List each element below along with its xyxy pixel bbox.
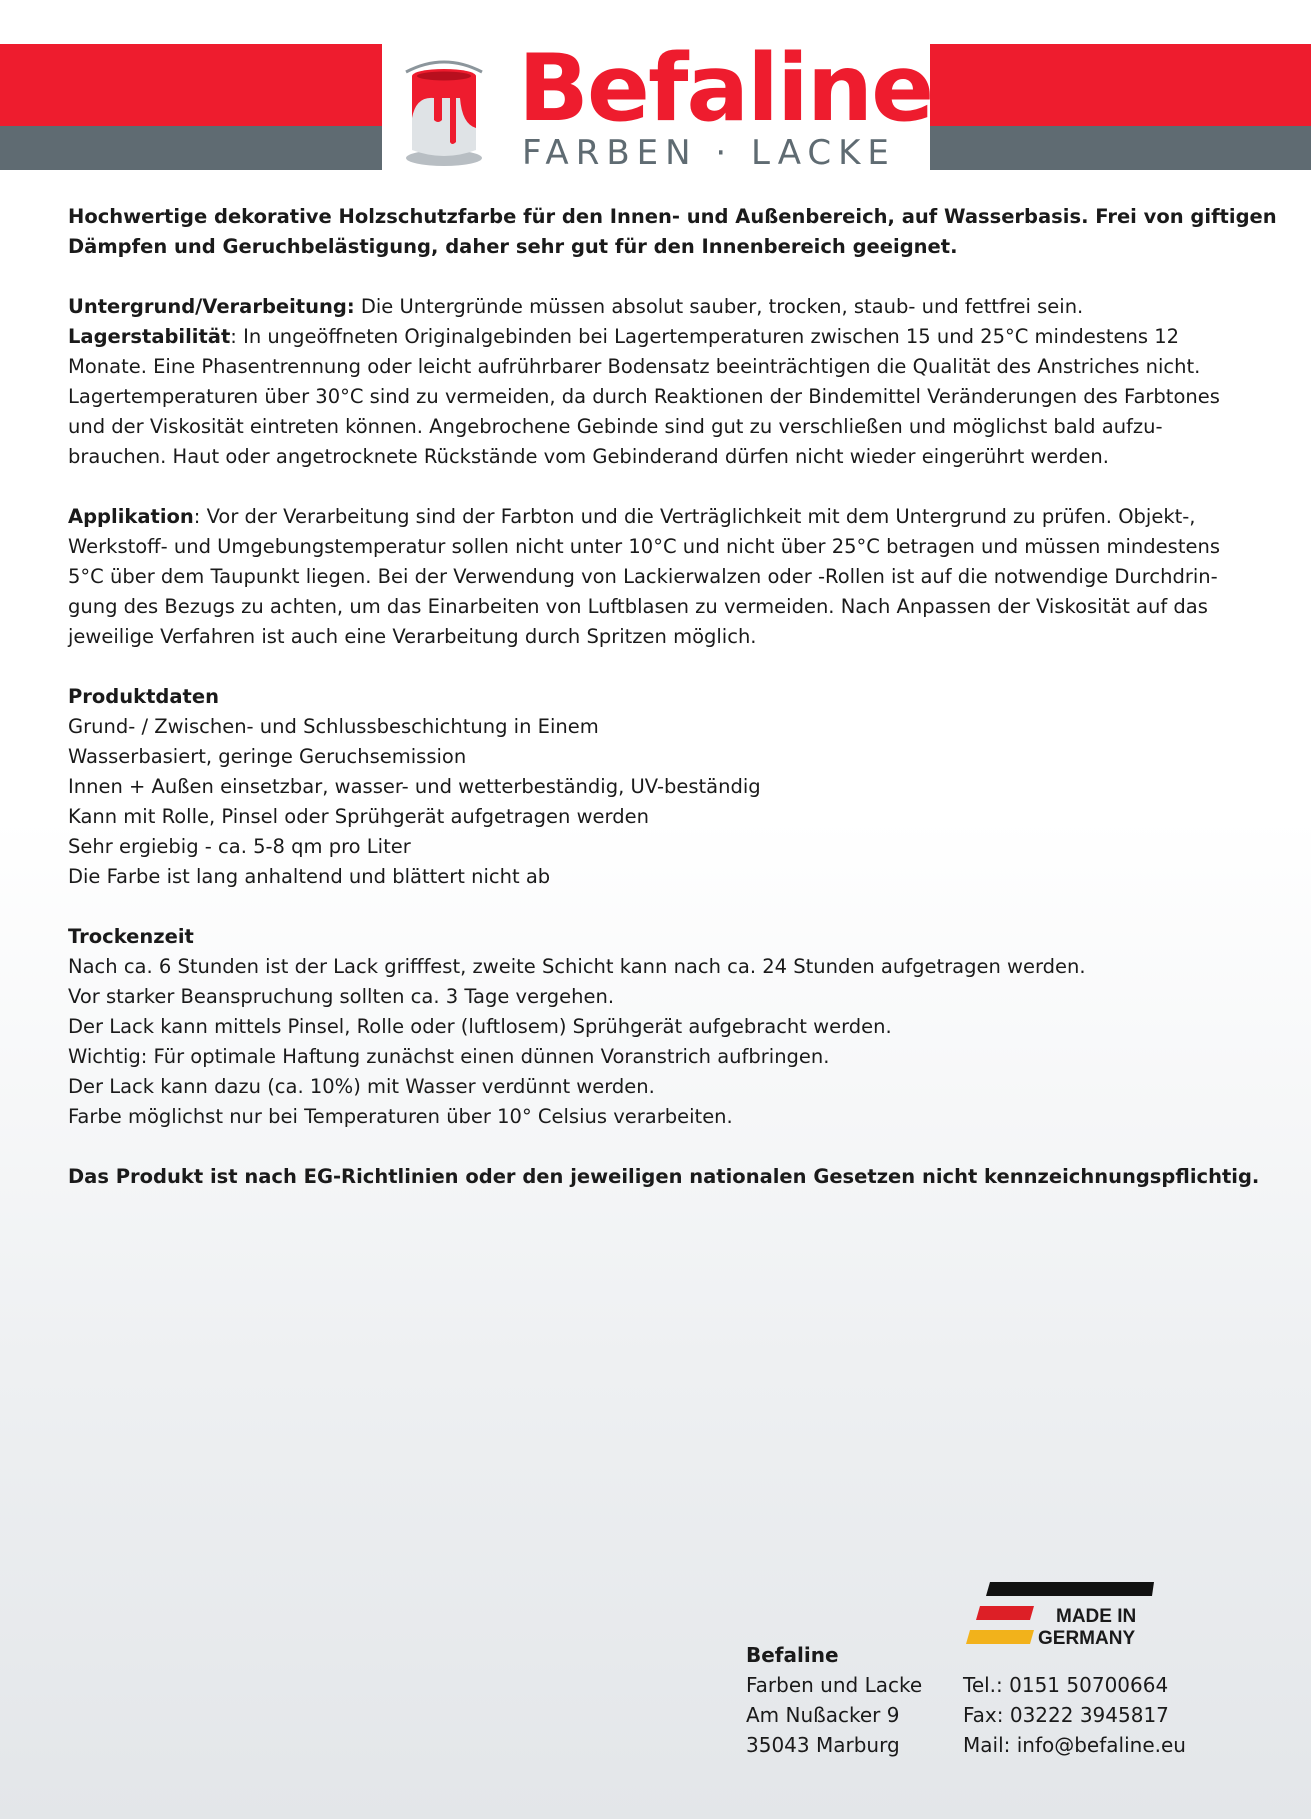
produktdaten-item: Grund- / Zwischen- und Schlussbeschichtung in Einem (68, 715, 599, 738)
intro-line: Hochwertige dekorative Holzschutzfarbe für den Innen- und Außenbereich, auf Wasserbasis. Frei von giftigen (68, 205, 1277, 228)
brand-name: Befaline (518, 34, 933, 142)
header-band-grey-left (0, 126, 382, 170)
paint-bucket-icon (404, 58, 484, 170)
applikation-line: 5°C über dem Taupunkt liegen. Bei der Verwendung von Lackierwalzen oder -Rollen ist auf die notwendige Durchdrin- (68, 565, 1218, 588)
header-band-red-left (0, 44, 382, 126)
trockenzeit-item: Wichtig: Für optimale Haftung zunächst einen dünnen Voranstrich aufbringen. (68, 1045, 830, 1068)
applikation-section (68, 502, 1268, 652)
header-band-grey-right (930, 126, 1311, 170)
applikation-line: Werkstoff- und Umgebungstemperatur sollen nicht unter 10°C und nicht über 25°C betragen und müssen mindestens (68, 535, 1220, 558)
untergrund-text: Die Untergründe müssen absolut sauber, trocken, staub- und fettfrei sein. (354, 295, 1084, 318)
trockenzeit-item: Farbe möglichst nur bei Temperaturen über 10° Celsius verarbeiten. (68, 1105, 733, 1128)
address-line: Am Nußacker 9 (746, 1703, 900, 1727)
lager-text: : In ungeöffneten Originalgebinden bei Lagertemperaturen zwischen 15 und 25°C mindestens 12 (230, 325, 1180, 348)
made-in-line: MADE IN (1056, 1606, 1137, 1627)
produktdaten-section (68, 682, 1268, 892)
lager-line: Lagertemperaturen über 30°C sind zu vermeiden, da durch Reaktionen der Bindemittel Veränderungen des Farbtones (68, 385, 1220, 408)
trockenzeit-item: Nach ca. 6 Stunden ist der Lack grifffest, zweite Schicht kann nach ca. 24 Stunden aufgetragen werden. (68, 955, 1086, 978)
applikation-line: jeweilige Verfahren ist auch eine Verarbeitung durch Spritzen möglich. (68, 625, 757, 648)
lager-label: Lagerstabilität (68, 325, 231, 348)
produktdaten-item: Innen + Außen einsetzbar, wasser- und wetterbeständig, UV-beständig (68, 775, 761, 798)
intro-line: Dämpfen und Geruchbelästigung, daher sehr gut für den Innenbereich geeignet. (68, 235, 958, 258)
brand-subtitle: FARBEN · LACKE (522, 133, 896, 173)
company-address (746, 1640, 922, 1760)
contact-mail: Mail: info@befaline.eu (963, 1733, 1186, 1757)
produktdaten-item: Kann mit Rolle, Pinsel oder Sprühgerät aufgetragen werden (68, 805, 649, 828)
document-body (68, 202, 1277, 1222)
applikation-label: Applikation (68, 505, 194, 528)
notice-line: Das Produkt ist nach EG-Richtlinien oder den jeweiligen nationalen Gesetzen nicht kennzeichnungspflichtig. (68, 1165, 1260, 1188)
company-name: Befaline (746, 1643, 839, 1667)
lager-line: und der Viskosität eintreten können. Angebrochene Gebinde sind gut zu verschließen und möglichst bald aufzu- (68, 415, 1163, 438)
produktdaten-item: Die Farbe ist lang anhaltend und blättert nicht ab (68, 865, 551, 888)
produktdaten-item: Wasserbasiert, geringe Geruchsemission (68, 745, 467, 768)
lager-line: Monate. Eine Phasentrennung oder leicht aufrührbarer Bodensatz beeinträchtigen die Qualität des Anstriches nicht. (68, 355, 1201, 378)
lager-line: brauchen. Haut oder angetrocknete Rückstände vom Gebinderand dürfen nicht wieder eingerührt werden. (68, 445, 1109, 468)
trockenzeit-item: Der Lack kann dazu (ca. 10%) mit Wasser verdünnt werden. (68, 1075, 655, 1098)
applikation-line: gung des Bezugs zu achten, um das Einarbeiten von Luftblasen zu vermeiden. Nach Anpassen der Viskosität auf das (68, 595, 1208, 618)
address-line: 35043 Marburg (746, 1733, 900, 1757)
intro-paragraph (68, 202, 1277, 262)
brand-logo (382, 34, 933, 180)
applikation-first-line (68, 502, 1268, 532)
lager-first-line (68, 322, 1268, 352)
untergrund-line (68, 292, 1268, 322)
contact-fax: Fax: 03222 3945817 (963, 1703, 1169, 1727)
untergrund-label: Untergrund/Verarbeitung: (68, 295, 355, 318)
trockenzeit-item: Vor starker Beanspruchung sollten ca. 3 Tage vergehen. (68, 985, 615, 1008)
applikation-text: : Vor der Verarbeitung sind der Farbton und die Verträglichkeit mit dem Untergrund zu prüfen. Objekt-, (193, 505, 1196, 528)
storage-section (68, 292, 1268, 472)
trockenzeit-heading: Trockenzeit (68, 925, 194, 948)
produktdaten-item: Sehr ergiebig - ca. 5-8 qm pro Liter (68, 835, 411, 858)
address-line: Farben und Lacke (746, 1673, 923, 1697)
produktdaten-heading: Produktdaten (68, 685, 219, 708)
trockenzeit-section (68, 922, 1268, 1132)
made-in-germany-badge (1038, 1606, 1136, 1650)
trockenzeit-item: Der Lack kann mittels Pinsel, Rolle oder (luftlosem) Sprühgerät aufgebracht werden. (68, 1015, 892, 1038)
header-band-red-right (930, 44, 1311, 126)
made-in-line: GERMANY (1038, 1628, 1136, 1649)
contact-info (963, 1670, 1186, 1760)
notice-text (68, 1162, 1268, 1192)
contact-tel: Tel.: 0151 50700664 (963, 1673, 1169, 1697)
